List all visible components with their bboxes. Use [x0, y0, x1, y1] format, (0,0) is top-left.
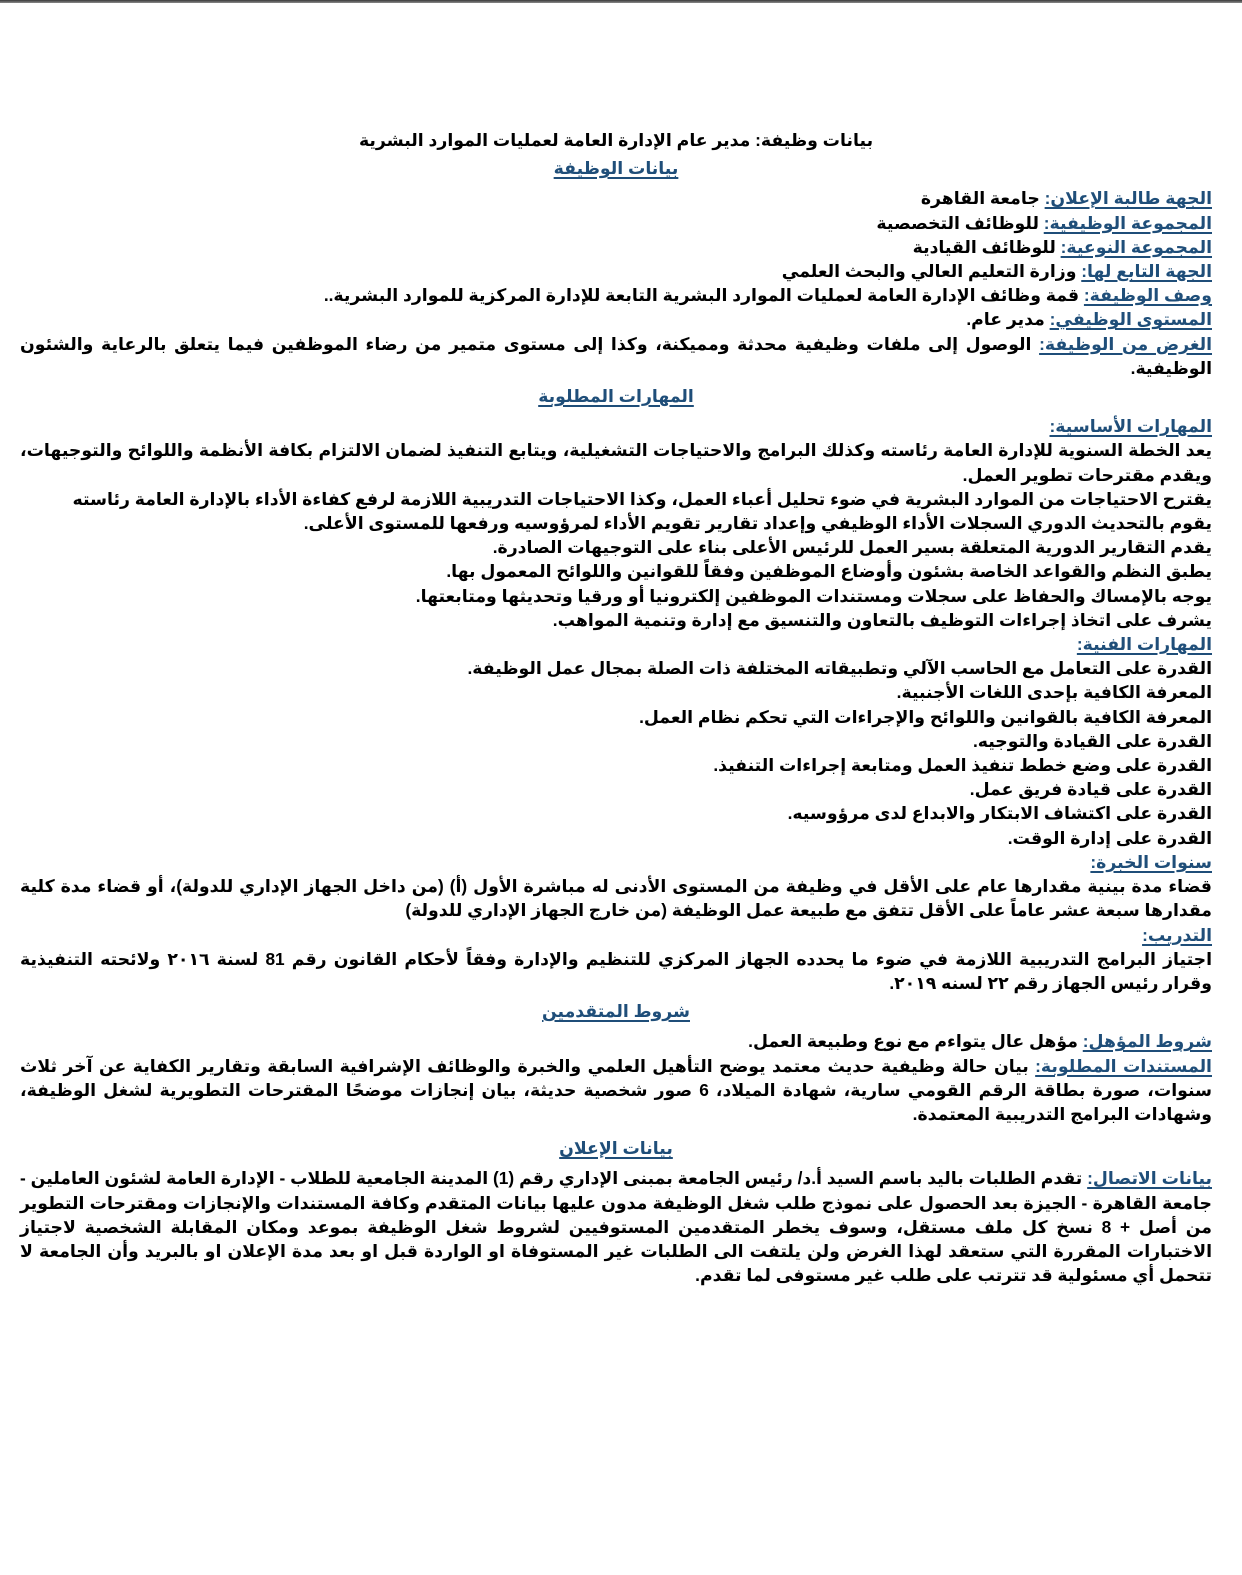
section-heading-applicant-conditions: شروط المتقدمين [541, 1001, 690, 1022]
technical-skill-item: القدرة على وضع خطط تنفيذ العمل ومتابعة إجراءات التنفيذ. [713, 755, 1212, 776]
experience-label: سنوات الخبرة: [1090, 851, 1212, 872]
basic-skill-item: يقدم التقارير الدورية المتعلقة بسير العمل للرئيس الأعلى بناء على التوجيهات الصادرة. [492, 537, 1212, 558]
field-label: المجموعة النوعية: [1060, 236, 1212, 257]
field-label: الجهة طالبة الإعلان: [1044, 188, 1212, 209]
basic-skill-item: يوجه بالإمساك والحفاظ على سجلات ومستندات الموظفين إلكترونيا أو ورقيا وتحديثها ومتابعتها. [415, 585, 1212, 606]
technical-skill-item: القدرة على القيادة والتوجيه. [972, 730, 1212, 751]
qualification-value: مؤهل عال يتواءم مع نوع وطبيعة العمل. [748, 1031, 1083, 1052]
field-value: وزارة التعليم العالي والبحث العلمي [781, 261, 1082, 282]
technical-skill-item: القدرة على التعامل مع الحاسب الآلي وتطبيقاته المختلفة ذات الصلة بمجال عمل الوظيفة. [467, 658, 1212, 679]
field-label: وصف الوظيفة: [1083, 285, 1212, 306]
basic-skill-item: يعد الخطة السنوية للإدارة العامة رئاسته وكذلك البرامج والاحتياجات التشغيلية، ويتابع التنفيذ لضمان الالتزام بكافة الأنظمة واللوائح والتوجيهات، ويقدم مقترحات تطوير العمل. [20, 440, 1212, 485]
technical-skill-item: القدرة على اكتشاف الابتكار والابداع لدى مرؤوسيه. [787, 803, 1212, 824]
field-announcing-entity [20, 186, 1212, 210]
section-heading-job-data: بيانات الوظيفة [553, 158, 679, 179]
field-value: للوظائف التخصصية [876, 212, 1044, 233]
basic-skill-item: يقوم بالتحديث الدوري السجلات الأداء الوظيفي وإعداد تقارير تقويم الأداء لمرؤوسيه ورفعها للمستوى الأعلى. [303, 513, 1212, 534]
basic-skill-item: يشرف على اتخاذ إجراءات التوظيف بالتعاون والتنسيق مع إدارة وتنمية المواهب. [552, 609, 1212, 630]
field-value: قمة وظائف الإدارة العامة لعمليات الموارد البشرية التابعة للإدارة المركزية للموارد البشرية.. [323, 285, 1084, 306]
field-label: الجهة التابع لها: [1081, 261, 1212, 282]
field-label: المجموعة الوظيفية: [1043, 212, 1212, 233]
document-title: بيانات وظيفة: مدير عام الإدارة العامة لعمليات الموارد البشرية [358, 130, 874, 150]
field-value: الوصول إلى ملفات وظيفية محدثة ومميكنة، وكذا إلى مستوى متمير من رضاء الموظفين فيما يتعلق بالرعاية والشئون الوظيفية. [20, 333, 1212, 378]
technical-skill-item: المعرفة الكافية بالقوانين واللوائح والإجراءات التي تحكم نظام العمل. [639, 706, 1212, 727]
field-job-description [20, 283, 1212, 307]
section-heading-announcement-data: بيانات الإعلان [559, 1138, 673, 1159]
required-documents-label: المستندات المطلوبة: [1035, 1055, 1212, 1076]
field-value: جامعة القاهرة [920, 188, 1045, 209]
contact-field [20, 1166, 1212, 1287]
field-job-level [20, 307, 1212, 331]
contact-value: تقدم الطلبات باليد باسم السيد أ.د/ رئيس الجامعة بمبنى الإداري رقم (1) المدينة الجامعية للطلاب - الإدارة العامة لشئون العاملين - جامعة القاهرة - الجيزة بعد الحصول على نموذج طلب شغل الوظيفة مدون عليها بيانات المتقدم وكافة المستندات والإنجازات ومقترحات التطوير من أصل + 8 نسخ كل ملف مستقل، وسوف يخطر المتقدمين المستوفيين لشروط شغل الوظيفة بموعد ومكان المقابلة الشخصية لاجتياز الاختبارات المقررة التي ستعقد لهذا الغرض ولن يلتفت الى الطلبات غير المستوفاة او الواردة قبل او بعد مدة الإعلان او بالبريد وأن الجامعة لا تتحمل أي مسئولية قد تترتب على طلب غير مستوفى لما تقدم. [20, 1168, 1212, 1286]
technical-skill-item: المعرفة الكافية بإحدى اللغات الأجنبية. [896, 682, 1212, 703]
section-heading-skills: المهارات المطلوبة [538, 386, 694, 407]
basic-skill-item: يطبق النظم والقواعد الخاصة بشئون وأوضاع الموظفين وفقاً للقوانين واللوائح المعمول بها. [446, 561, 1212, 582]
training-text: اجتياز البرامج التدريبية اللازمة في ضوء ما يحدده الجهاز المركزي للتنظيم والإدارة وفقاً لأحكام القانون رقم 81 لسنة ٢٠١٦ ولائحته التنفيذية وقرار رئيس الجهاز رقم ٢٢ لسنه ٢٠١٩. [20, 948, 1213, 993]
field-label: المستوى الوظيفي: [1049, 309, 1212, 330]
field-label: الغرض من الوظيفة: [1039, 333, 1212, 354]
qualification-label: شروط المؤهل: [1082, 1031, 1212, 1052]
field-affiliated-entity [20, 259, 1212, 283]
field-job-purpose [20, 332, 1212, 380]
qualification-field [20, 1029, 1212, 1053]
top-border [0, 0, 1242, 3]
contact-label: بيانات الاتصال: [1087, 1168, 1212, 1189]
job-announcement-document [20, 128, 1212, 1287]
required-documents-field [20, 1054, 1212, 1127]
field-qualitative-group [20, 235, 1212, 259]
required-documents-value: بيان حالة وظيفية حديث معتمد يوضح التأهيل العلمي والخبرة والوظائف الإشرافية السابقة وتقارير الكفاية عن آخر ثلاث سنوات، صورة بطاقة الرقم القومي سارية، شهادة الميلاد، 6 صور شخصية حديثة، بيان إنجازات موضحًا المقترحات التطويرية لشغل الوظيفة، وشهادات البرامج التدريبية المعتمدة. [20, 1055, 1212, 1124]
basic-skills-label: المهارات الأساسية: [1049, 416, 1212, 437]
experience-text: قضاء مدة بينية مقدارها عام على الأقل في وظيفة من المستوى الأدنى له مباشرة الأول (أ) (من داخل الجهاز الإداري للدولة)، أو قضاء مدة كلية مقدارها سبعة عشر عاماً على الأقل تتفق مع طبيعة عمل الوظيفة (من خارج الجهاز الإداري للدولة) [20, 876, 1212, 921]
field-job-group [20, 211, 1212, 235]
training-label: التدريب: [1142, 924, 1212, 945]
technical-skill-item: القدرة على قيادة فريق عمل. [969, 779, 1212, 800]
field-value: مدير عام. [966, 309, 1050, 330]
technical-skill-item: القدرة على إدارة الوقت. [1007, 827, 1212, 848]
basic-skill-item: يقترح الاحتياجات من الموارد البشرية في ضوء تحليل أعباء العمل، وكذا الاحتياجات التدريبية اللازمة لرفع كفاءة الأداء بالإدارة العامة رئاسته [72, 488, 1212, 509]
technical-skills-label: المهارات الفنية: [1076, 634, 1212, 655]
field-value: للوظائف القيادية [912, 236, 1061, 257]
